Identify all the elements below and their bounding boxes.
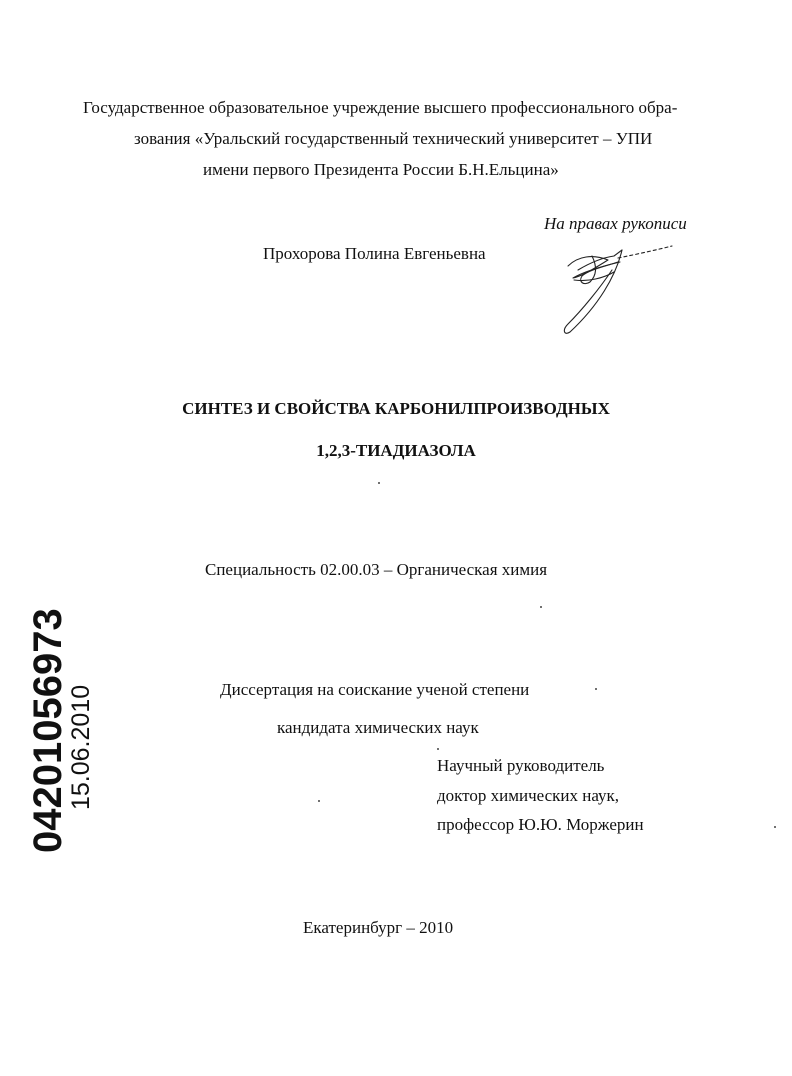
manuscript-note: На правах рукописи [544, 214, 687, 233]
specialty: Специальность 02.00.03 – Органическая химия [205, 560, 548, 579]
scan-speck [595, 688, 597, 690]
signature [548, 236, 678, 336]
scan-speck [437, 748, 439, 750]
author-name: Прохорова Полина Евгеньевна [263, 244, 486, 263]
city-year: Екатеринбург – 2010 [303, 918, 454, 937]
scan-speck [774, 826, 776, 828]
supervisor-line-2: доктор химических наук, [437, 786, 620, 805]
stamp-date: 15.06.2010 [67, 684, 95, 810]
stamp-number: 04201056973 [26, 608, 70, 853]
scan-speck [318, 800, 320, 802]
institution-line-1: Государственное образовательное учреждение высшего профессионального обра- [83, 98, 678, 117]
degree-line-2: кандидата химических наук [277, 718, 479, 737]
degree-line-1: Диссертация на соискание ученой степени [220, 680, 530, 699]
institution-line-3: имени первого Президента России Б.Н.Ельцина» [203, 160, 559, 179]
scan-speck [378, 482, 380, 484]
scan-speck [540, 606, 542, 608]
supervisor-line-3: профессор Ю.Ю. Моржерин [437, 815, 644, 834]
title-line-1: СИНТЕЗ И СВОЙСТВА КАРБОНИЛПРОИЗВОДНЫХ [182, 399, 610, 418]
supervisor-line-1: Научный руководитель [437, 756, 605, 775]
institution-line-2: зования «Уральский государственный технический университет – УПИ [134, 129, 653, 148]
title-line-2: 1,2,3-ТИАДИАЗОЛА [316, 441, 476, 460]
